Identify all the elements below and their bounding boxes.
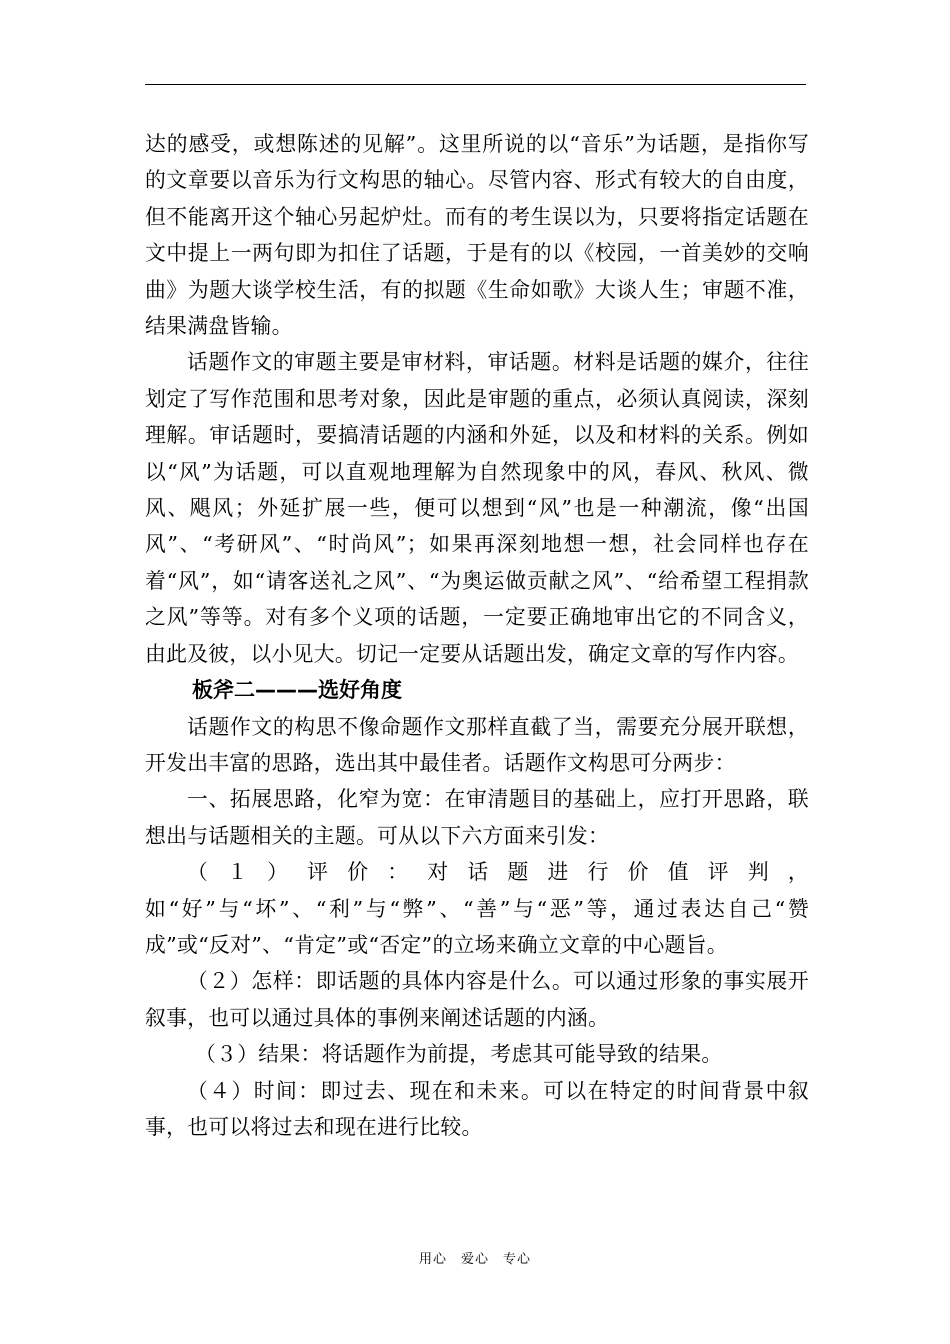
paragraph-item-1: （１）评价：对话题进行价值评判，如“好”与“坏”、“利”与“弊”、“善”与“恶”等，通过表达自己“赞成”或“反对”、“肯定”或“否定”的立场来确立文章的中心题旨。 (145, 860, 809, 957)
paragraph-item-3: （３）结果：将话题作为前提，考虑其可能导致的结果。 (195, 1042, 723, 1067)
document-body (145, 126, 809, 1145)
paragraph-topic-review: 话题作文的审题主要是审材料，审话题。材料是话题的媒介，往往划定了写作范围和思考对象，因此是审题的重点，必须认真阅读，深刻理解。审话题时，要搞清话题的内涵和外延，以及和材料的关系。例如以“风”为话题，可以直观地理解为自然现象中的风，春风、秋风、微风、飓风；外延扩展一些，便可以想到“风”也是一种潮流，像“出国风”、“考研风”、“时尚风”；如果再深刻地想一想，社会同样也存在着“风”，如“请客送礼之风”、“为奥运做贡献之风”、“给希望工程捐款之风”等等。对有多个义项的话题，一定要正确地审出它的不同含义，由此及彼，以小见大。切记一定要从话题出发，确定文章的写作内容。 (145, 350, 809, 666)
page-footer: 用心 爱心 专心 (418, 1252, 531, 1267)
paragraph-item-2: （２）怎样：即话题的具体内容是什么。可以通过形象的事实展开叙事，也可以通过具体的事例来阐述话题的内涵。 (145, 969, 809, 1030)
paragraph-item-4: （４）时间：即过去、现在和未来。可以在特定的时间背景中叙事，也可以将过去和现在进行比较。 (145, 1078, 809, 1139)
paragraph-intro: 话题作文的构思不像命题作文那样直截了当，需要充分展开联想，开发出丰富的思路，选出其中最佳者。话题作文构思可分两步： (145, 714, 809, 775)
paragraph-step-one: 一、拓展思路，化窄为宽：在审清题目的基础上，应打开思路，联想出与话题相关的主题。可从以下六方面来引发： (145, 787, 809, 848)
section-heading: 板斧二———选好角度 (192, 678, 402, 703)
paragraph-continuation: 达的感受，或想陈述的见解”。这里所说的以“音乐”为话题，是指你写的文章要以音乐为行文构思的轴心。尽管内容、形式有较大的自由度，但不能离开这个轴心另起炉灶。而有的考生误以为，只要将指定话题在文中提上一两句即为扣住了话题，于是有的以《校园，一首美妙的交响曲》为题大谈学校生活，有的拟题《生命如歌》大谈人生；审题不准，结果满盘皆输。 (145, 132, 809, 339)
header-rule (145, 84, 806, 85)
